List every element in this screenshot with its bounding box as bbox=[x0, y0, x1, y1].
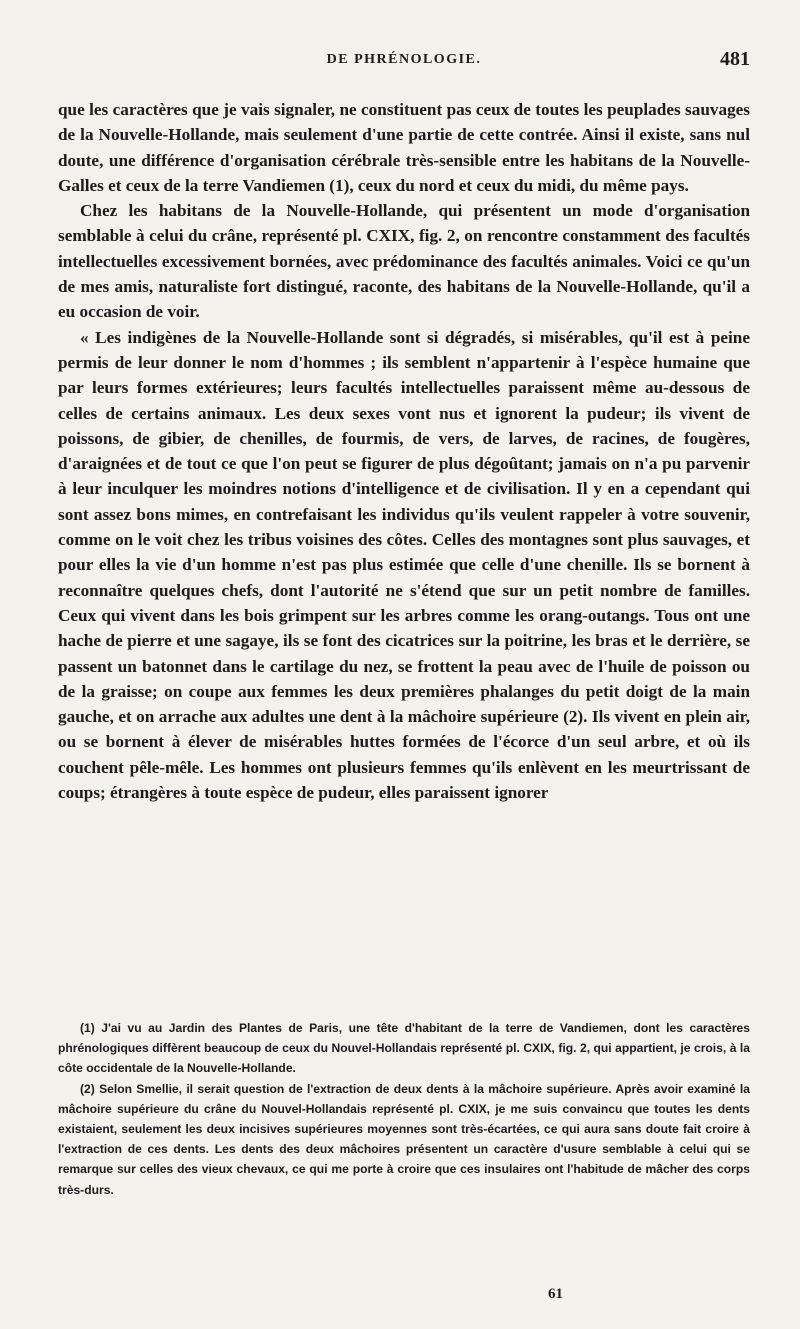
signature-mark: 61 bbox=[548, 1286, 563, 1302]
paragraph: Chez les habitans de la Nouvelle-Hollande, qui présentent un mode d'organisation semblable à celui du crâne, représenté pl. CXIX, fig. 2, on rencontre constamment des facultés intellectuelles excessivement bornées, avec prédominance des facultés animales. Voici ce qu'un de mes amis, naturaliste fort distingué, raconte, des habitans de la Nouvelle-Hollande, qu'il a eu occasion de voir. bbox=[58, 201, 750, 322]
paragraph: « Les indigènes de la Nouvelle-Hollande sont si dégradés, si misérables, qu'il est à peine permis de leur donner le nom d'hommes ; ils semblent n'appartenir à l'espèce humaine que par leurs formes extérieures; leurs facultés intellectuelles paraissent même au-dessous de celles de certains animaux. Les deux sexes vont nus et ignorent la pudeur; ils vivent de poissons, de gibier, de chenilles, de fourmis, de vers, de larves, de racines, de fougères, d'araignées et de tout ce que l'on peut se figurer de plus dégoûtant; jamais on n'a pu parvenir à leur inculquer les moindres notions d'intelligence et de civilisation. Il y en a cependant qui sont assez bons mimes, en contrefaisant les individus qu'ils veulent rappeler à votre souvenir, comme on le voit chez les tribus voisines des côtes. Celles des montagnes sont plus sauvages, et pour elles la vie d'un homme n'est pas plus estimée que celle d'une chenille. Ils se bornent à reconnaître quelques chefs, dont l'autorité ne s'étend que sur un petit nombre de familles. Ceux qui vivent dans les bois grimpent sur les arbres comme les orang-outangs. Tous ont une hache de pierre et une sagaye, ils se font des cicatrices sur la poitrine, les bras et le derrière, se passent un batonnet dans le cartilage du nez, se frottent la peau avec de l'huile de poisson ou de la graisse; on coupe aux femmes les deux premières phalanges du petit doigt de la main gauche, et on arrache aux adultes une dent à la mâchoire supérieure (2). Ils vivent en plein air, ou se bornent à élever de misérables huttes formées de l'écorce d'un seul arbre, et où ils couchent pêle-mêle. Les hommes ont plusieurs femmes qu'ils enlèvent en les meurtrissant de coups; étrangères à toute espèce de pudeur, elles paraissent ignorer bbox=[58, 327, 750, 803]
footnote-2: (2) Selon Smellie, il serait question de l'extraction de deux dents à la mâchoire supérieure. Après avoir examiné la mâchoire supérieure du crâne du Nouvel-Hollandais représenté pl. CXIX, je me suis convaincu que toutes les dents existaient, seulement les deux incisives supérieures moyennes sont très-écartées, ce qui aura sans doute fait croire à l'extraction de ces dents. Les dents des deux mâchoires présentent un caractère d'usure semblable à celui qui se remarque sur celles des vieux chevaux, ce qui me porte à croire que ces insulaires ont l'habitude de mâcher des corps très-durs. bbox=[58, 1081, 750, 1197]
footnotes bbox=[58, 1018, 750, 1200]
footnote-1: (1) J'ai vu au Jardin des Plantes de Paris, une tête d'habitant de la terre de Vandiemen, dont les caractères phrénologiques diffèrent beaucoup de ceux du Nouvel-Hollandais représenté pl. CXIX, fig. 2, qui appartient, je crois, à la côte occidentale de la Nouvelle-Hollande. bbox=[58, 1021, 750, 1076]
page-number: 481 bbox=[720, 48, 750, 70]
body-text bbox=[58, 97, 750, 805]
page-header bbox=[58, 42, 750, 72]
paragraph: que les caractères que je vais signaler, ne constituent pas ceux de toutes les peuplades sauvages de la Nouvelle-Hollande, mais seulement d'une partie de cette contrée. Ainsi il existe, sans nul doute, une différence d'organisation cérébrale très-sensible entre les habitans de la Nouvelle-Galles et ceux de la terre Vandiemen (1), ceux du nord et ceux du midi, du même pays. bbox=[58, 100, 750, 195]
running-title: DE PHRÉNOLOGIE. bbox=[326, 52, 482, 67]
